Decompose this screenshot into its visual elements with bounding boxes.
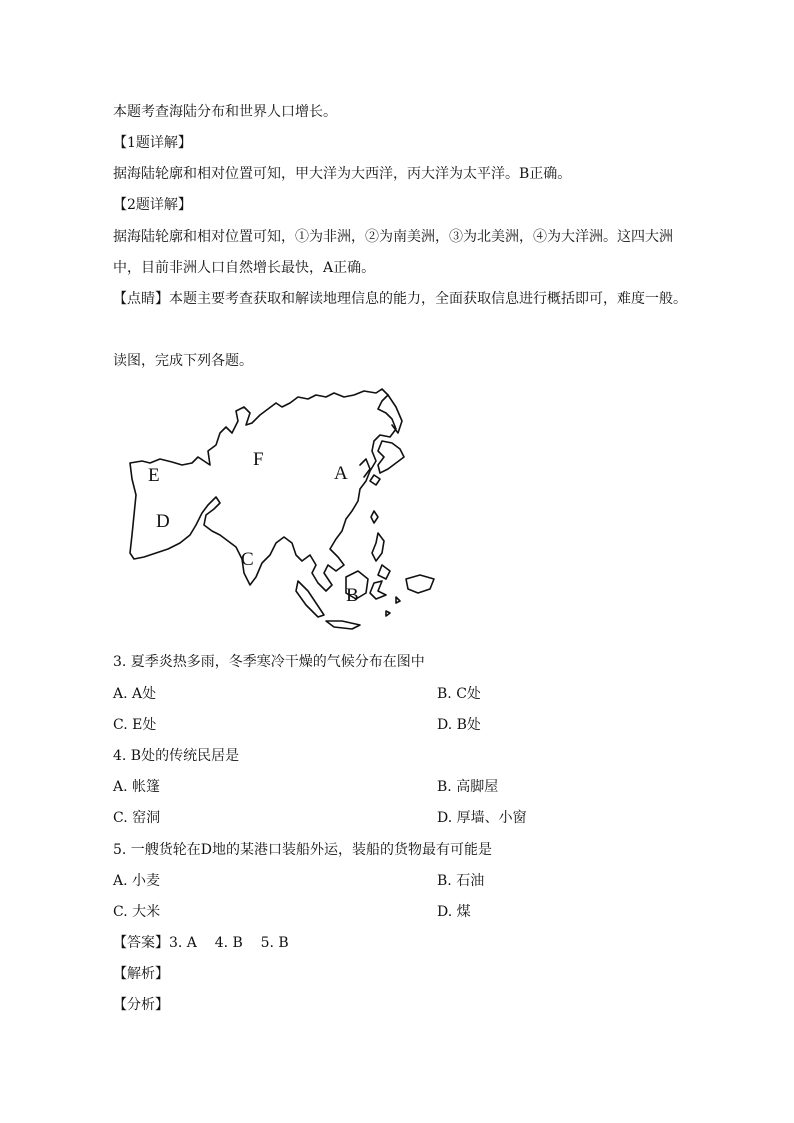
answer-line: 【答案】3. A 4. B 5. B xyxy=(113,935,289,951)
asia-mainland-outline xyxy=(130,389,396,591)
question-5-stem: 5. 一艘货轮在D地的某港口装船外运，装船的货物最有可能是 xyxy=(113,842,493,858)
japan-islands xyxy=(378,441,404,473)
philippines-south xyxy=(378,565,390,579)
intro-line: 本题考查海陆分布和世界人口增长。 xyxy=(113,104,337,120)
question-3-option-a[interactable]: A. A处 xyxy=(113,686,157,702)
question-5-option-d[interactable]: D. 煤 xyxy=(437,904,471,920)
question-4-option-c[interactable]: C. 窑洞 xyxy=(113,810,161,826)
q2-heading: 【2题详解】 xyxy=(113,197,192,213)
question-4-option-d[interactable]: D. 厚墙、小窗 xyxy=(437,810,527,826)
question-4-stem: 4. B处的传统民居是 xyxy=(113,748,240,764)
map-label-d: D xyxy=(156,511,170,532)
instruction-line: 读图，完成下列各题。 xyxy=(113,353,253,369)
map-label-b: B xyxy=(346,585,359,606)
question-5-option-a[interactable]: A. 小麦 xyxy=(113,873,161,889)
question-5-option-c[interactable]: C. 大米 xyxy=(113,904,161,920)
analysis-subheading: 【分析】 xyxy=(113,997,169,1013)
japan-south-island xyxy=(370,475,380,485)
sumatra-island xyxy=(296,581,324,617)
question-3-option-b[interactable]: B. C处 xyxy=(437,686,481,702)
taiwan-island xyxy=(371,511,378,523)
question-4-option-a[interactable]: A. 帐篷 xyxy=(113,779,161,795)
small-island-1 xyxy=(396,597,400,603)
map-label-a: A xyxy=(334,463,348,484)
comment-line: 【点睛】本题主要考查获取和解读地理信息的能力，全面获取信息进行概括即可，难度一般。 xyxy=(113,291,687,307)
question-3-option-c[interactable]: C. E处 xyxy=(113,717,157,733)
small-island-2 xyxy=(386,611,390,616)
map-label-c: C xyxy=(241,549,254,570)
asia-map xyxy=(120,385,450,635)
question-3-option-d[interactable]: D. B处 xyxy=(437,717,481,733)
map-label-f: F xyxy=(253,449,264,470)
q2-explanation-line2: 中，目前非洲人口自然增长最快，A正确。 xyxy=(113,260,376,276)
sulawesi-island xyxy=(370,581,386,599)
q2-explanation-line1: 据海陆轮廓和相对位置可知，①为非洲，②为南美洲，③为北美洲，④为大洋洲。这四大洲 xyxy=(113,229,673,245)
q1-explanation: 据海陆轮廓和相对位置可知，甲大洋为大西洋，丙大洋为太平洋。B正确。 xyxy=(113,166,572,182)
map-label-e: E xyxy=(148,465,160,486)
question-4-option-b[interactable]: B. 高脚屋 xyxy=(437,779,499,795)
analysis-heading: 【解析】 xyxy=(113,966,169,982)
q1-heading: 【1题详解】 xyxy=(113,135,192,151)
question-5-option-b[interactable]: B. 石油 xyxy=(437,873,485,889)
new-guinea-island xyxy=(406,575,434,593)
philippines-islands xyxy=(372,533,384,561)
java-island xyxy=(326,621,360,629)
question-3-stem: 3. 夏季炎热多雨，冬季寒冷干燥的气候分布在图中 xyxy=(113,654,425,670)
